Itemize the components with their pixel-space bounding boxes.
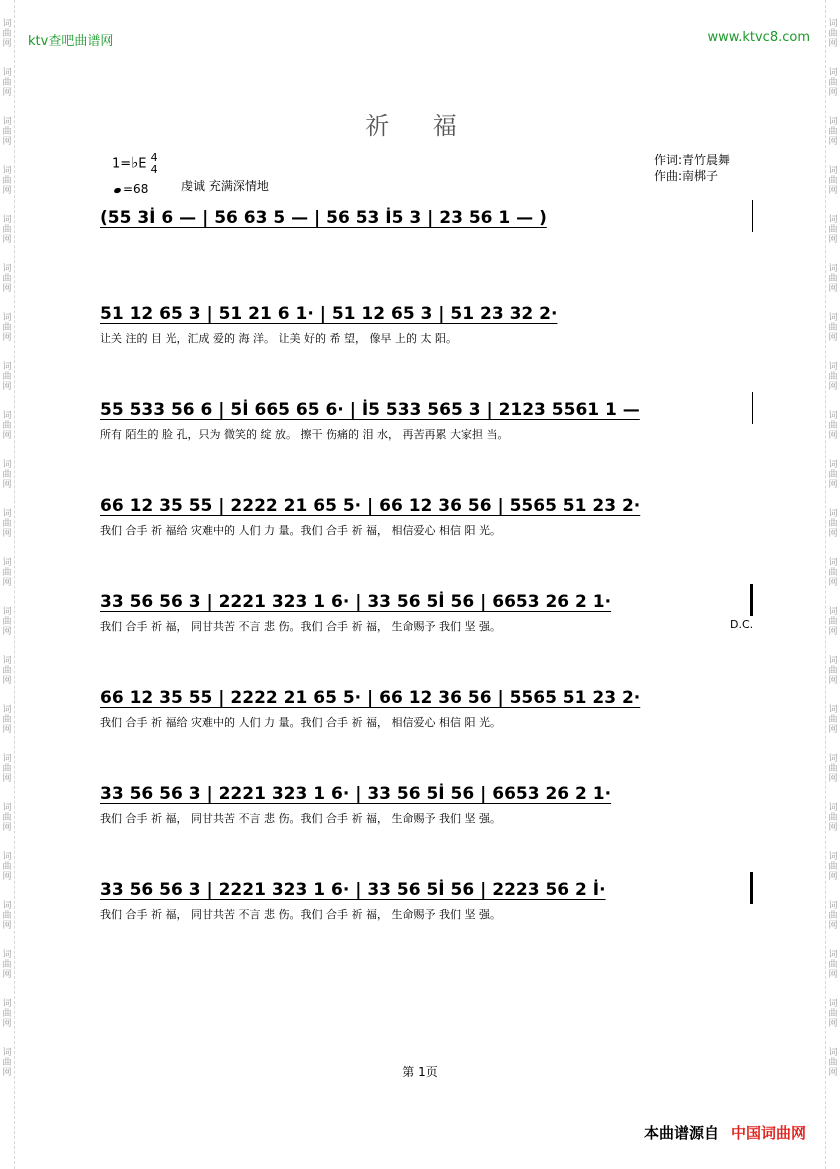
tempo-mark: [114, 182, 148, 196]
composer: 作曲:南梆子: [654, 169, 719, 183]
watermark-text: 词曲网: [2, 460, 12, 490]
watermark-text: 词曲网: [2, 754, 12, 784]
notation: 66 12 35 55 | 2222 21 65 5· | 66 12 36 56 | 5565 51 23 2·: [100, 688, 641, 708]
watermark-text: 词曲网: [828, 1048, 838, 1078]
score-row: [100, 392, 760, 442]
meter-top: 4: [150, 151, 158, 164]
watermark-text: 词曲网: [828, 754, 838, 784]
notation: 33 56 56 3 | 2221 323 1 6· | 33 56 5İ 56 | 6653 26 2 1·: [100, 592, 612, 612]
song-title: 祈 福: [365, 112, 475, 140]
watermark-text: 词曲网: [828, 950, 838, 980]
notation: 55 533 56 6 | 5İ 665 65 6· | İ5 533 565 3 | 2123 5561 1 —: [100, 400, 640, 420]
lyrics: 我们 合手 祈 福， 同甘共苦 不言 悲 伤。我们 合手 祈 福， 生命赐予 我们 坚 强。: [100, 908, 501, 921]
watermark-text: 词曲网: [828, 656, 838, 686]
key-prefix: 1=: [112, 156, 132, 172]
watermark-text: 词曲网: [828, 264, 838, 294]
lyrics: 让关 注的 目 光，汇成 爱的 海 洋。 让美 好的 希 望， 像早 上的 太 阳。: [100, 332, 457, 345]
watermark-text: 词曲网: [2, 509, 12, 539]
watermark-text: 词曲网: [828, 117, 838, 147]
watermark-text: 词曲网: [2, 215, 12, 245]
watermark-text: 词曲网: [828, 509, 838, 539]
watermark-text: 词曲网: [828, 215, 838, 245]
time-signature: [151, 152, 158, 176]
watermark-text: 词曲网: [2, 999, 12, 1029]
source-site: 中国词曲网: [730, 1124, 806, 1142]
score-row: [100, 584, 760, 634]
watermark-text: 词曲网: [828, 19, 838, 49]
key-note: E: [138, 156, 147, 172]
watermark-text: 词曲网: [828, 558, 838, 588]
watermark-text: 词曲网: [2, 313, 12, 343]
watermark-text: 词曲网: [2, 264, 12, 294]
right-watermark-strip: [825, 0, 840, 1169]
watermark-text: 词曲网: [2, 950, 12, 980]
score-row: [100, 296, 760, 346]
da-capo-mark: D.C.: [730, 618, 754, 631]
watermark-text: 词曲网: [2, 362, 12, 392]
score-row: [100, 872, 760, 922]
lyrics: 我们 合手 祈 福， 同甘共苦 不言 悲 伤。我们 合手 祈 福， 生命赐予 我们 坚 强。: [100, 620, 501, 633]
watermark-text: 词曲网: [2, 117, 12, 147]
notation: 66 12 35 55 | 2222 21 65 5· | 66 12 36 56 | 5565 51 23 2·: [100, 496, 641, 516]
watermark-text: 词曲网: [828, 999, 838, 1029]
flat-symbol: ♭: [131, 153, 139, 172]
score-row: [100, 200, 760, 250]
lyrics: 我们 合手 祈 福， 同甘共苦 不言 悲 伤。我们 合手 祈 福， 生命赐予 我们 坚 强。: [100, 812, 501, 825]
barline: [752, 200, 753, 232]
watermark-text: 词曲网: [2, 656, 12, 686]
lyrics: 所有 陌生的 脸 孔，只为 微笑的 绽 放。 擦干 伤痛的 泪 水， 再苦再累 大家担 当。: [100, 428, 509, 441]
watermark-text: 词曲网: [2, 852, 12, 882]
watermark-text: 词曲网: [2, 558, 12, 588]
repeat-barline: [750, 584, 753, 616]
site-header-left: ktv查吧曲谱网: [28, 34, 114, 49]
barline: [752, 392, 753, 424]
tempo-value: =68: [123, 182, 149, 196]
watermark-text: 词曲网: [2, 68, 12, 98]
notation: (55 3İ 6 — | 56 63 5 — | 56 53 İ5 3 | 23 56 1 — ): [100, 208, 547, 228]
watermark-text: 词曲网: [828, 852, 838, 882]
quarter-note-icon: [113, 187, 121, 194]
watermark-text: 词曲网: [2, 19, 12, 49]
watermark-text: 词曲网: [2, 607, 12, 637]
watermark-text: 词曲网: [828, 411, 838, 441]
key-signature: [112, 152, 158, 176]
source-label: 本曲谱源自: [643, 1124, 719, 1142]
score-row: [100, 680, 760, 730]
watermark-text: 词曲网: [2, 901, 12, 931]
watermark-text: 词曲网: [2, 411, 12, 441]
site-header-url: www.ktvc8.com: [707, 30, 810, 45]
watermark-text: 词曲网: [828, 166, 838, 196]
lyrics: 我们 合手 祈 福给 灾难中的 人们 力 量。我们 合手 祈 福， 相信爱心 相信 阳 光。: [100, 716, 501, 729]
lyricist: 作词:青竹晨舞: [654, 153, 731, 167]
watermark-text: 词曲网: [828, 803, 838, 833]
watermark-text: 词曲网: [828, 68, 838, 98]
score-row: [100, 488, 760, 538]
watermark-text: 词曲网: [828, 607, 838, 637]
credits: [654, 152, 730, 184]
final-barline: [750, 872, 753, 904]
watermark-text: 词曲网: [828, 460, 838, 490]
watermark-text: 词曲网: [2, 705, 12, 735]
watermark-text: 词曲网: [828, 901, 838, 931]
watermark-text: 词曲网: [828, 313, 838, 343]
notation: 33 56 56 3 | 2221 323 1 6· | 33 56 5İ 56 | 6653 26 2 1·: [100, 784, 612, 804]
meter-bottom: 4: [150, 163, 158, 176]
watermark-text: 词曲网: [828, 362, 838, 392]
watermark-text: 词曲网: [2, 803, 12, 833]
lyrics: 我们 合手 祈 福给 灾难中的 人们 力 量。我们 合手 祈 福， 相信爱心 相信 阳 光。: [100, 524, 501, 537]
watermark-text: 词曲网: [2, 1048, 12, 1078]
left-watermark-strip: [0, 0, 15, 1169]
page-number: 第 1页: [402, 1065, 438, 1079]
source-credit: [644, 1122, 806, 1143]
score-row: [100, 776, 760, 826]
notation: 33 56 56 3 | 2221 323 1 6· | 33 56 5İ 56 | 2223 56 2 İ·: [100, 880, 606, 900]
watermark-text: 词曲网: [2, 166, 12, 196]
expression-mark: 虔诚 充满深情地: [181, 179, 269, 193]
watermark-text: 词曲网: [828, 705, 838, 735]
notation: 51 12 65 3 | 51 21 6 1· | 51 12 65 3 | 51 23 32 2·: [100, 304, 558, 324]
